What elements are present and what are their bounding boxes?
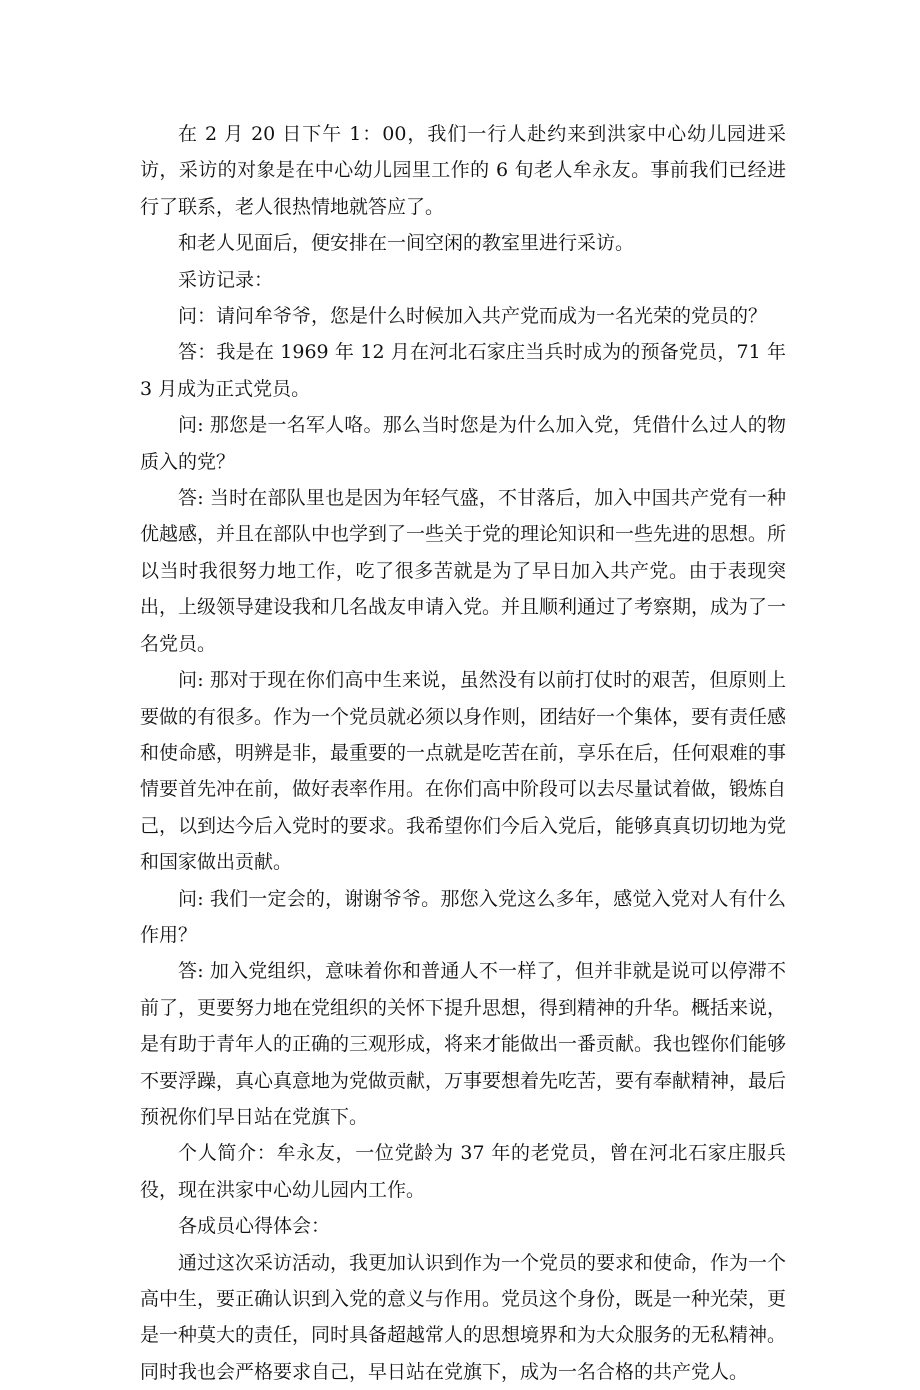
paragraph-interview-intro: 在 2 月 20 日下午 1：00，我们一行人赴约来到洪家中心幼儿园进采访，采访的对象是在中心幼儿园里工作的 6 旬老人牟永友。事前我们已经进行了联系，老人很热情地就答应了。 bbox=[140, 123, 786, 218]
paragraph-question-3: 问: 那对于现在你们高中生来说，虽然没有以前打仗时的艰苦，但原则上要做的有很多。作为一个党员就必须以身作则，团结好一个集体，要有责任感和使命感，明辨是非，最重要的一点就是吃苦在前，享乐在后，任何艰难的事情要首先冲在前，做好表率作用。在你们高中阶段可以去尽量试着做，锻炼自己，以到达今后入党时的要求。我希望你们今后入党后，能够真真切切地为党和国家做出贡献。 bbox=[140, 669, 787, 874]
paragraph-answer-4: 答: 加入党组织，意味着你和普通人不一样了，但并非就是说可以停滞不前了，更要努力地在党组织的关怀下提升思想，得到精神的升华。概括来说，是有助于青年人的正确的三观形成，将来才能做出一番贡献。我也铿你们能够不要浮躁，真心真意地为党做贡献，万事要想着先吃苦，要有奉献精神，最后预祝你们早日站在党旗下。 bbox=[140, 960, 787, 1128]
paragraph-question-1: 问：请问牟爷爷，您是什么时候加入共产党而成为一名光荣的党员的？ bbox=[178, 305, 768, 328]
paragraph-question-2: 问: 那您是一名军人咯。那么当时您是为什么加入党，凭借什么过人的物质入的党？ bbox=[140, 414, 786, 473]
document-body bbox=[140, 116, 786, 1390]
paragraph-reflection: 通过这次采访活动，我更加认识到作为一个党员的要求和使命，作为一个高中生，要正确认识到入党的意义与作用。党员这个身份，既是一种光荣，更是一种莫大的责任，同时具备超越常人的思想境界和为大众服务的无私精神。同时我也会严格要求自己，早日站在党旗下，成为一名合格的共产党人。 bbox=[140, 1251, 787, 1383]
paragraph-answer-2: 答: 当时在部队里也是因为年轻气盛，不甘落后，加入中国共产党有一种优越感，并且在部队中也学到了一些关于党的理论知识和一些先进的思想。所以当时我很努力地工作，吃了很多苦就是为了早日加入共产党。由于表现突出，上级领导建设我和几名战友申请入党。并且顺利通过了考察期，成为了一名党员。 bbox=[140, 487, 787, 655]
paragraph-meeting: 和老人见面后，便安排在一间空闲的教室里进行采访。 bbox=[178, 232, 635, 255]
paragraph-reflection-heading: 各成员心得体会： bbox=[178, 1215, 331, 1238]
paragraph-record-heading: 采访记录： bbox=[178, 268, 274, 291]
paragraph-answer-1: 答：我是在 1969 年 12 月在河北石家庄当兵时成为的预备党员，71 年 3 月成为正式党员。 bbox=[140, 341, 786, 400]
paragraph-question-4: 问: 我们一定会的，谢谢爷爷。那您入党这么多年，感觉入党对人有什么作用？ bbox=[140, 887, 786, 946]
paragraph-profile: 个人简介：牟永友，一位党龄为 37 年的老党员，曾在河北石家庄服兵役，现在洪家中心幼儿园内工作。 bbox=[140, 1142, 786, 1201]
